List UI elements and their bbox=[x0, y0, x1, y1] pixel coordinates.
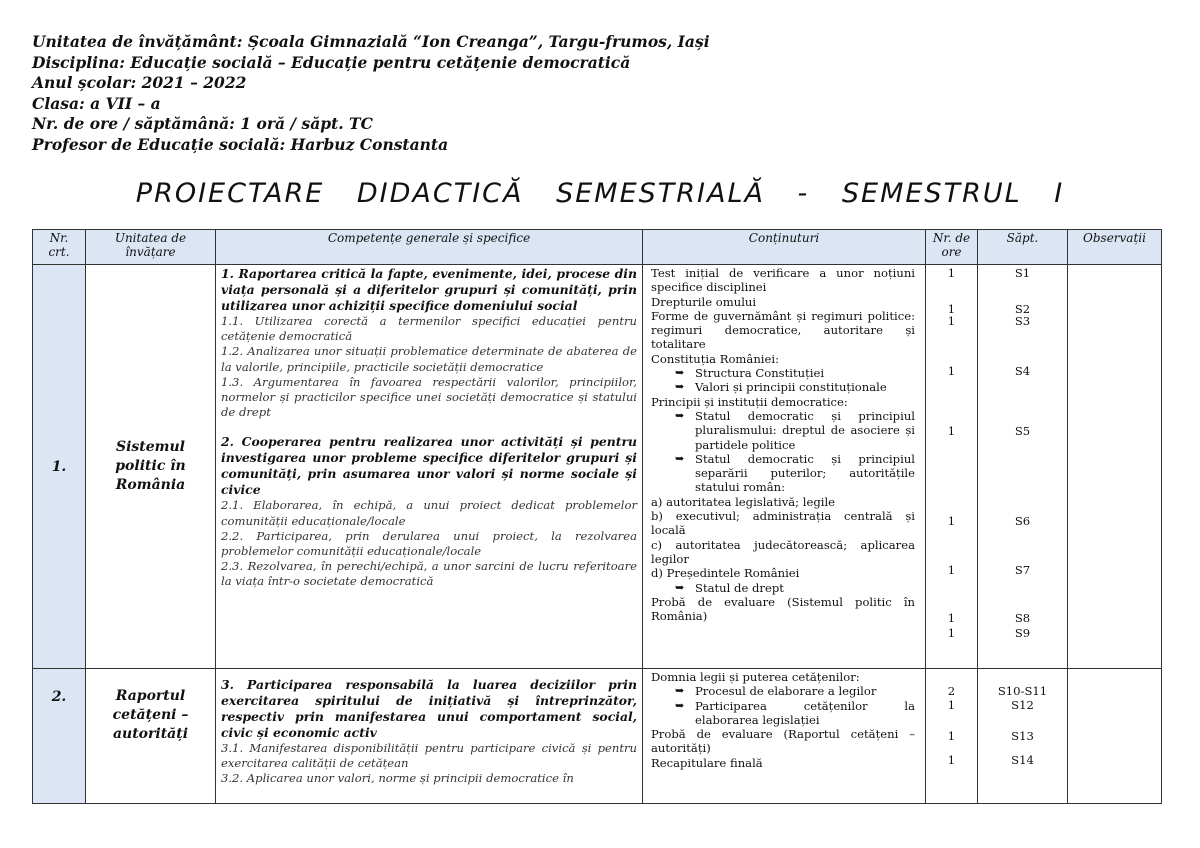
hours-cell bbox=[926, 669, 978, 804]
learning-unit: Sistemul politic în România bbox=[86, 265, 216, 669]
header-school: Unitatea de învățământ: Școala Gimnazială “Ion Creanga”, Targu-frumos, Iași bbox=[32, 32, 710, 51]
week-cell bbox=[978, 265, 1068, 669]
hours-value: 1 bbox=[947, 625, 956, 640]
specific-competence: 3.2. Aplicarea unor valori, norme și principii democratice în bbox=[221, 771, 574, 786]
arrow-bullet-icon: ➥ bbox=[675, 698, 685, 712]
header-observations: Observații bbox=[1068, 230, 1162, 265]
content-subitem: ➥ Statul democratic și principiul pluralismului: dreptul de asociere și partidele politice bbox=[675, 408, 915, 452]
content-item: c) autoritatea judecătorească; aplicarea legilor bbox=[651, 537, 915, 566]
week-value: S13 bbox=[1011, 728, 1034, 743]
specific-competence: 1.1. Utilizarea corectă a termenilor specifici educației pentru cetățenie democratică bbox=[221, 314, 637, 344]
contents-cell bbox=[643, 669, 926, 804]
header-class: Clasa: a VII – a bbox=[32, 93, 161, 113]
arrow-bullet-icon: ➥ bbox=[675, 451, 685, 465]
hours-value: 1 bbox=[947, 752, 956, 767]
week-value: S1 bbox=[1014, 266, 1031, 280]
planning-table bbox=[32, 229, 1162, 804]
content-subitem: ➥ Statul de drept bbox=[675, 580, 784, 595]
arrow-bullet-icon: ➥ bbox=[675, 408, 685, 422]
content-item: Forme de guvernământ și regimuri politice: regimuri democratice, autoritare și totalitare bbox=[651, 308, 915, 352]
hours-value: 2 bbox=[947, 684, 956, 698]
week-value: S7 bbox=[1014, 563, 1031, 578]
hours-value: 1 bbox=[947, 728, 956, 743]
table-row bbox=[33, 265, 1162, 669]
header-week: Săpt. bbox=[978, 230, 1068, 265]
header-hours: Nr. de ore / săptămână: 1 oră / săpt. TC bbox=[32, 114, 373, 133]
content-item: Probă de evaluare (Sistemul politic în România) bbox=[651, 594, 915, 624]
hours-value: 1 bbox=[947, 563, 956, 578]
week-value: S3 bbox=[1014, 313, 1031, 328]
hours-value: 1 bbox=[947, 313, 956, 328]
content-item: Constituția României: bbox=[651, 351, 779, 366]
hours-value: 1 bbox=[947, 301, 956, 316]
week-value: S4 bbox=[1014, 364, 1031, 379]
hours-value: 1 bbox=[947, 423, 956, 438]
specific-competence: 2.1. Elaborarea, în echipă, a unui proiect dedicat problemelor comunității educaționale/locale bbox=[221, 498, 637, 528]
content-subitem: ➥ Procesul de elaborare a legilor bbox=[675, 684, 877, 699]
specific-competence: 1.3. Argumentarea în favoarea respectării valorilor, principiilor, normelor și practicilor specifice unei societăți democratice și statului de drept bbox=[221, 374, 637, 420]
general-competence: 2. Cooperarea pentru realizarea unor activități și pentru investigarea unor probleme specifice diferitelor grupuri și comunități, prin asumarea unor valori și norme sociale și civice bbox=[221, 434, 637, 498]
week-value: S12 bbox=[1011, 698, 1034, 713]
observations-cell bbox=[1068, 265, 1162, 669]
content-item: Principii și instituții democratice: bbox=[651, 394, 848, 409]
content-item: Probă de evaluare (Raportul cetățeni – autorități) bbox=[651, 727, 915, 756]
week-value: S6 bbox=[1014, 514, 1031, 529]
hours-value: 1 bbox=[947, 698, 956, 713]
hours-value: 1 bbox=[947, 364, 956, 379]
content-item: Test inițial de verificare a unor noțiuni specifice disciplinei bbox=[651, 266, 915, 295]
specific-competence: 2.2. Participarea, prin derularea unui proiect, la rezolvarea problemelor comunității educaționale/locale bbox=[221, 528, 637, 559]
header-unit: Unitatea de învățare bbox=[86, 230, 216, 265]
header-hours-count: Nr. de ore bbox=[926, 230, 978, 265]
arrow-bullet-icon: ➥ bbox=[675, 366, 685, 380]
table-header-row bbox=[33, 230, 1162, 265]
arrow-bullet-icon: ➥ bbox=[675, 380, 685, 394]
general-competence: 3. Participarea responsabilă la luarea deciziilor prin exercitarea spiritului de inițiativă și întreprinzător, respectiv prin manifestarea unui comportament social, civic și economic activ bbox=[221, 677, 637, 740]
arrow-bullet-icon: ➥ bbox=[675, 684, 685, 698]
week-value: S2 bbox=[1014, 301, 1031, 316]
header-competencies: Competențe generale și specifice bbox=[216, 230, 643, 265]
week-value: S10-S11 bbox=[997, 684, 1048, 698]
hours-value: 1 bbox=[947, 611, 956, 626]
week-value: S8 bbox=[1014, 611, 1031, 626]
week-value: S5 bbox=[1014, 423, 1031, 438]
content-subitem: ➥ Structura Constituției bbox=[675, 366, 825, 381]
table-row bbox=[33, 669, 1162, 804]
content-item: Drepturile omului bbox=[651, 294, 757, 309]
header-school-year: Anul școlar: 2021 – 2022 bbox=[32, 73, 247, 92]
specific-competence: 3.1. Manifestarea disponibilității pentru participare civică și pentru exercitarea calității de cetățean bbox=[221, 741, 637, 771]
content-item: b) executivul; administrația centrală și locală bbox=[651, 509, 915, 538]
page-title: PROIECTARE DIDACTICĂ SEMESTRIALĂ - SEMESTRUL I bbox=[135, 178, 1065, 209]
specific-competence: 2.3. Rezolvarea, în perechi/echipă, a unor sarcini de lucru referitoare la viața într-o societate democratică bbox=[221, 559, 637, 589]
observations-cell bbox=[1068, 669, 1162, 804]
document-header bbox=[32, 32, 710, 155]
content-subitem: ➥ Participarea cetățenilor la elaborarea legislației bbox=[675, 698, 915, 727]
arrow-bullet-icon: ➥ bbox=[675, 580, 685, 594]
week-value: S14 bbox=[1011, 752, 1034, 767]
content-item: Domnia legii și puterea cetățenilor: bbox=[651, 670, 860, 684]
header-teacher: Profesor de Educație socială: Harbuz Constanta bbox=[32, 134, 449, 154]
content-item: d) Președintele României bbox=[651, 566, 800, 581]
row-number: 1. bbox=[33, 265, 86, 669]
content-subitem: ➥ Statul democratic și principiul separării puterilor; autoritățile statului român: bbox=[675, 451, 915, 495]
contents-cell bbox=[643, 265, 926, 669]
content-item: a) autoritatea legislativă; legile bbox=[651, 494, 836, 509]
learning-unit: Raportul cetățeni – autorități bbox=[86, 669, 216, 804]
hours-cell bbox=[926, 265, 978, 669]
header-nr: Nr. crt. bbox=[33, 230, 86, 265]
row-number: 2. bbox=[33, 669, 86, 804]
week-value: S9 bbox=[1014, 625, 1031, 640]
general-competence: 1. Raportarea critică la fapte, evenimente, idei, procese din viața personală și a diferitelor grupuri și comunități, prin utilizarea unor achiziții specifice domeniului social bbox=[221, 266, 637, 313]
week-cell bbox=[978, 669, 1068, 804]
hours-value: 1 bbox=[947, 514, 956, 529]
competencies-cell bbox=[216, 265, 643, 669]
competencies-cell bbox=[216, 669, 643, 804]
hours-value: 1 bbox=[947, 266, 956, 280]
header-discipline: Disciplina: Educație socială – Educație pentru cetățenie democratică bbox=[32, 52, 631, 72]
specific-competence: 1.2. Analizarea unor situații problematice determinate de abaterea de la valorile, principiile, practicile societății democratice bbox=[221, 344, 637, 374]
content-item: Recapitulare finală bbox=[651, 755, 763, 770]
header-contents: Conținuturi bbox=[643, 230, 926, 265]
content-subitem: ➥ Valori și principii constituționale bbox=[675, 380, 887, 395]
